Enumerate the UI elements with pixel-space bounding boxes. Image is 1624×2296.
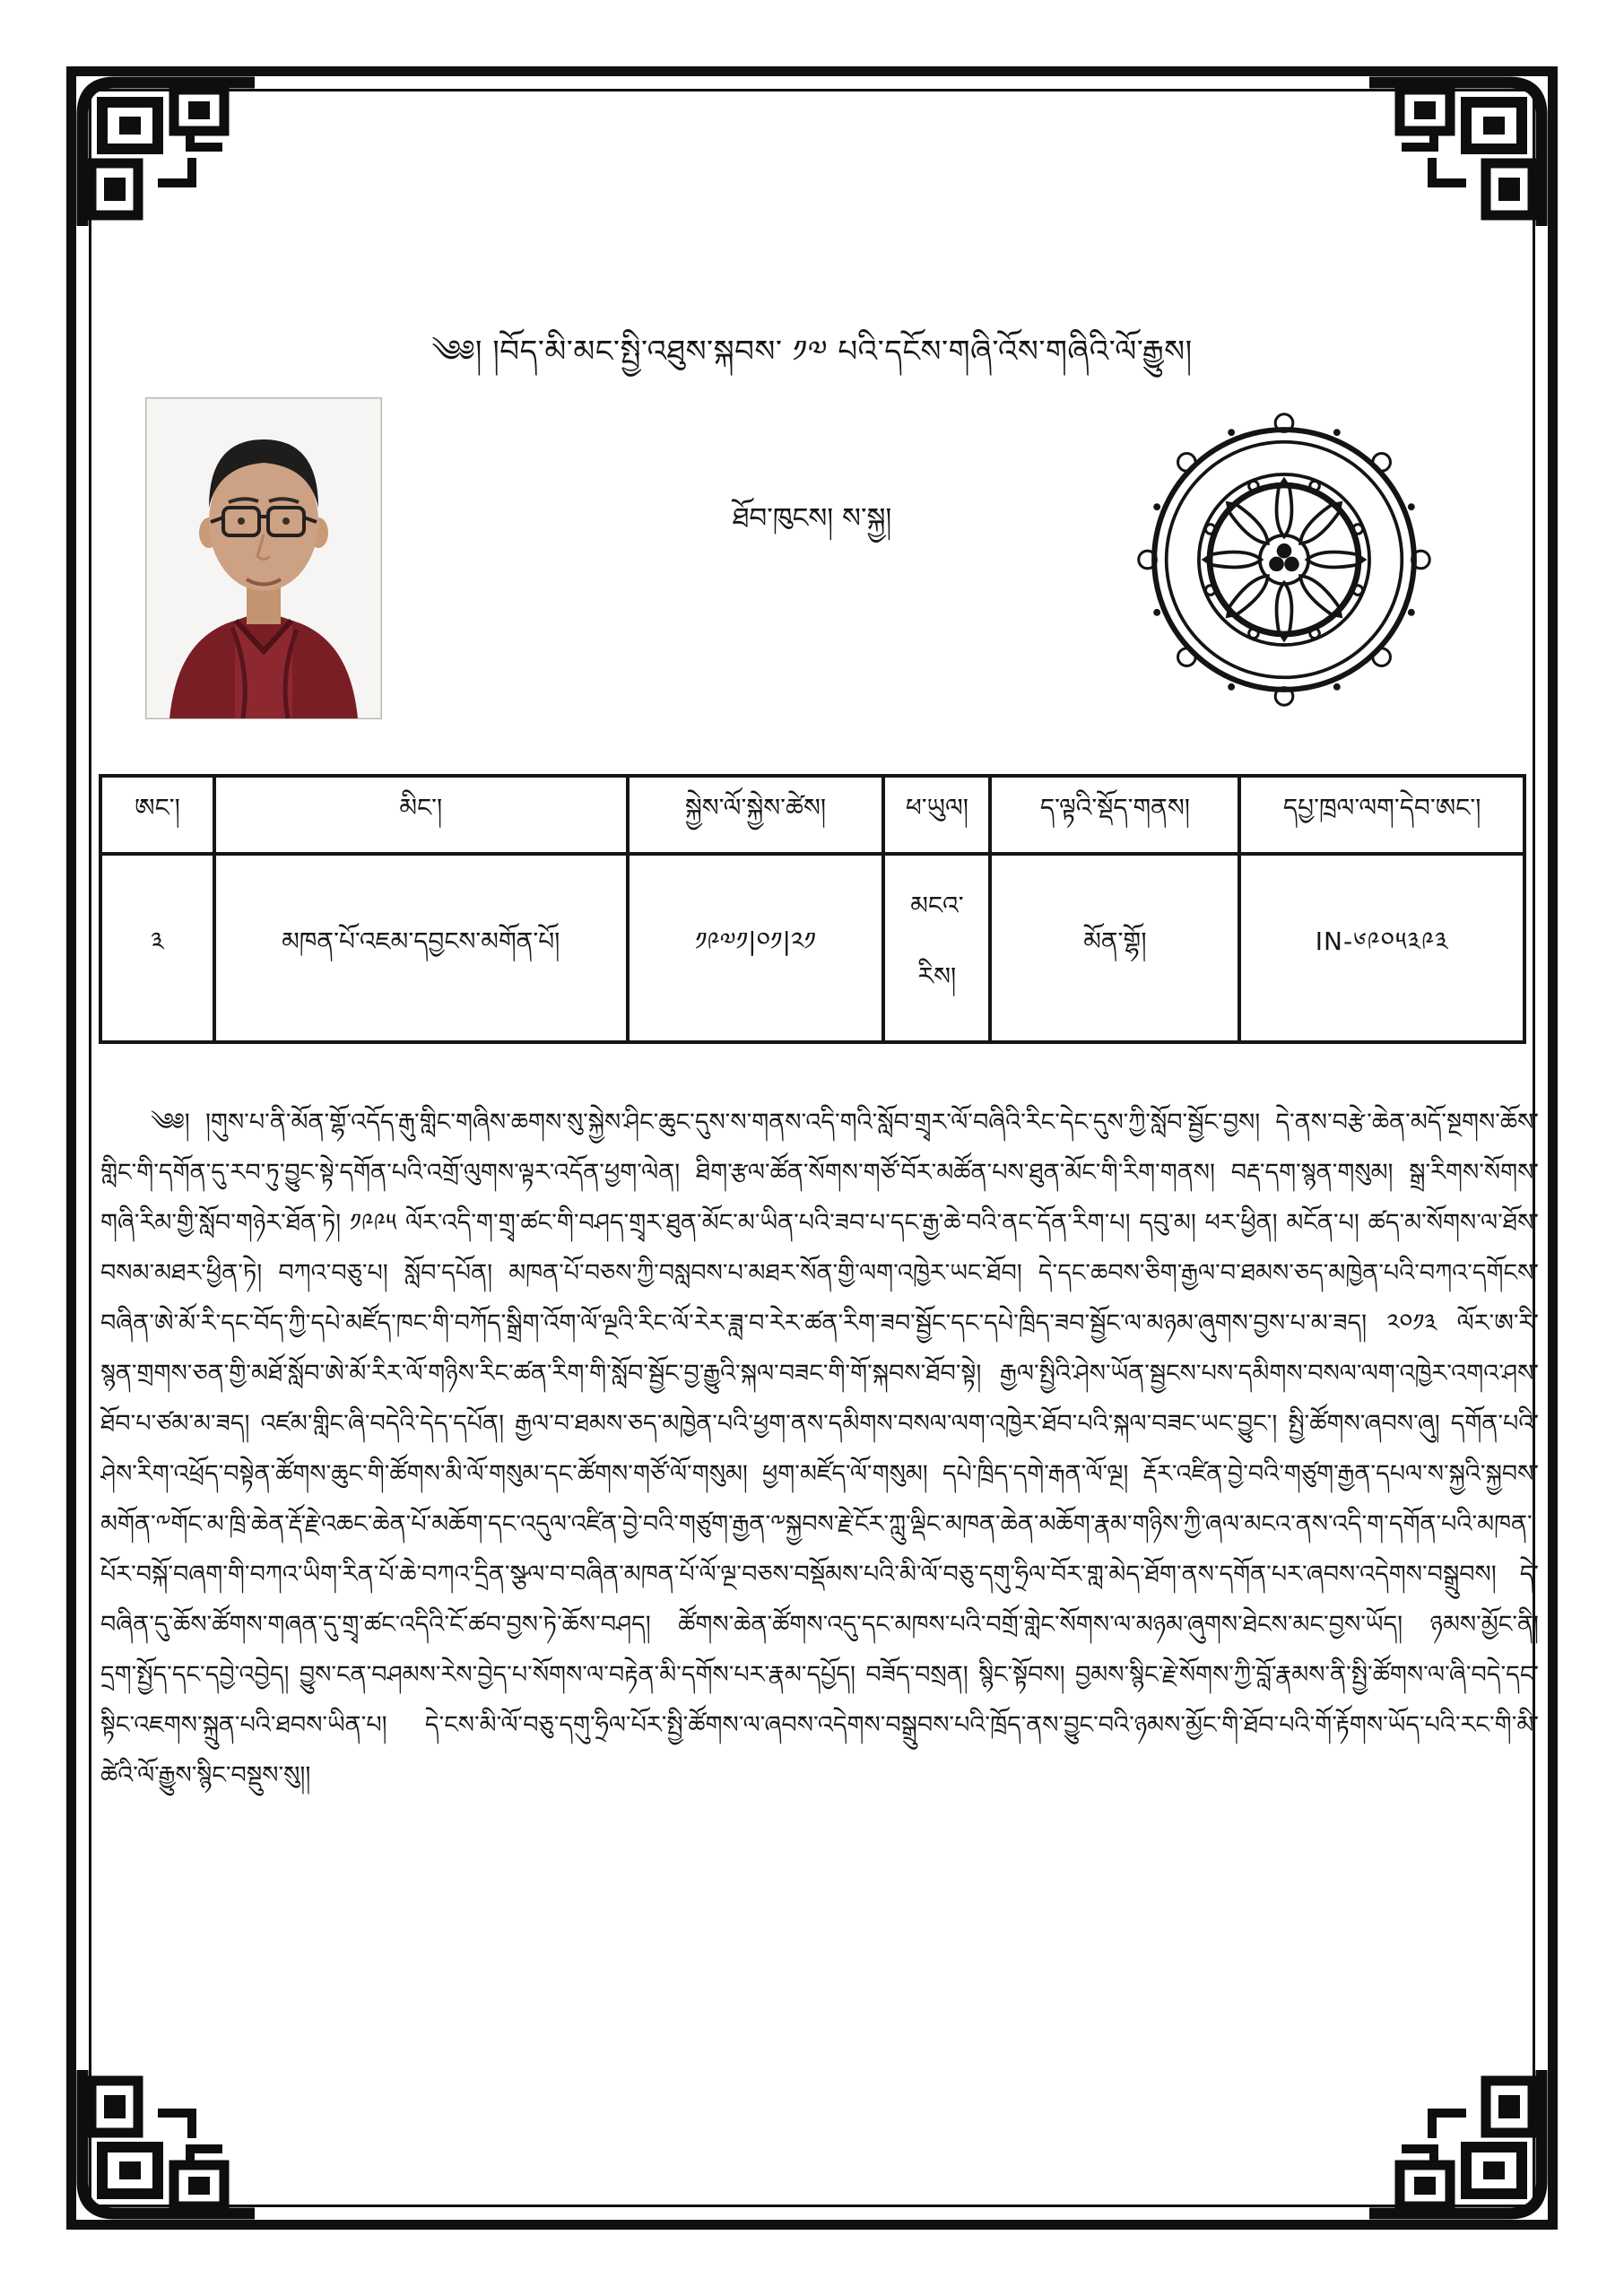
- cell-birthdate: ༡༩༧༡|༠༡|༢༡: [628, 854, 884, 1042]
- corner-fret-icon: [75, 2066, 259, 2221]
- biography-paragraph: ༄༅། །གུས་པ་ནི་མོན་གྷོ་འདོད་རྒུ་གླིང་གཞིས་ཆགས་སུ་སྐྱེས་ཤིང་ཆུང་དུས་ས་གནས་འདི་གའི་སློབ་གྲྭར་ལོ་བཞིའི་རིང་དེང་དུས་ཀྱི་སློབ་སྦྱོང་བྱས། དེ་ནས་བརྩེ་ཆེན་མདོ་སྔགས་ཆོས་གླིང་གི་དགོན་དུ་རབ་ཏུ་བྱུང་སྟེ་དགོན་པའི་འགྲོ་ལུགས་ལྟར་འདོན་ཕྱག་ལེན། ཐིག་རྩལ་ཚོན་སོགས་གཙོ་བོར་མཚོན་པས་ཐུན་མོང་གི་རིག་གནས། བརྡ་དག་སྙན་གསུམ། སྒྲ་རིགས་སོགས་གཞི་རིམ་གྱི་སློབ་གཉེར་ཐོན་ཏེ། ༡༩༩༥ ལོར་འདི་ག་གྲྭ་ཚང་གི་བཤད་གྲྭར་ཐུན་མོང་མ་ཡིན་པའི་ཟབ་པ་དང་རྒྱ་ཆེ་བའི་ནང་དོན་རིག་པ། དབུ་མ། ཕར་ཕྱིན། མངོན་པ། ཚད་མ་སོགས་ལ་ཐོས་བསམ་མཐར་ཕྱིན་ཏེ། བཀའ་བཅུ་པ། སློབ་དཔོན། མཁན་པོ་བཅས་ཀྱི་བསླབས་པ་མཐར་སོན་གྱི་ལག་འཁྱེར་ཡང་ཐོབ། དེ་དང་ཆབས་ཅིག་རྒྱལ་བ་ཐམས་ཅད་མཁྱེན་པའི་བཀའ་དགོངས་བཞིན་ཨེ་མོ་རི་དང་བོད་ཀྱི་དཔེ་མཛོད་ཁང་གི་བཀོད་སྒྲིག་འོག་ལོ་ལྔའི་རིང་ལོ་རེར་ཟླ་བ་རེར་ཚན་རིག་ཟབ་སྦྱོང་དང་དཔེ་ཁྲིད་ཟབ་སྦྱོང་ལ་མཉམ་ཞུགས་བྱས་པ་མ་ཟད། ༢༠༡༣ ལོར་ཨ་རི་སྙན་གྲགས་ཅན་གྱི་མཐོ་སློབ་ཨེ་མོ་རིར་ལོ་གཉིས་རིང་ཚན་རིག་གི་སློབ་སྦྱོང་བྱ་རྒྱུའི་སྐལ་བཟང་གི་གོ་སྐབས་ཐོབ་སྟེ། རྒྱལ་སྤྱིའི་ཤེས་ཡོན་སྦྱངས་པས་དམིགས་བསལ་ལག་འཁྱེར་འགའ་ཤས་ཐོབ་པ་ཙམ་མ་ཟད། འཛམ་གླིང་ཞི་བདེའི་དེད་དཔོན། རྒྱལ་བ་ཐམས་ཅད་མཁྱེན་པའི་ཕྱག་ནས་དམིགས་བསལ་ལག་འཁྱེར་ཐོབ་པའི་སྐལ་བཟང་ཡང་བྱུང་། སྤྱི་ཚོགས་ཞབས་ཞུ། དགོན་པའི་ཤེས་རིག་འཕྲོད་བསྟེན་ཚོགས་ཆུང་གི་ཚོགས་མི་ལོ་གསུམ་དང་ཚོགས་གཙོ་ལོ་གསུམ། ཕྱག་མཛོད་ལོ་གསུམ། དཔེ་ཁྲིད་དགེ་རྒན་ལོ་ལྔ། རྡོར་འཛིན་བྱེ་བའི་གཙུག་རྒྱན་དཔལ་ས་སྐྱའི་སྐྱབས་མགོན་༸གོང་མ་ཁྲི་ཆེན་རྡོ་རྗེ་འཆང་ཆེན་པོ་མཆོག་དང་འདུལ་འཛིན་བྱེ་བའི་གཙུག་རྒྱན་༸སྐྱབས་རྗེ་ངོར་ཀླུ་ལྡིང་མཁན་ཆེན་མཆོག་རྣམ་གཉིས་ཀྱི་ཞལ་མངའ་ནས་འདི་ག་དགོན་པའི་མཁན་པོར་བསྐོ་བཞག་གི་བཀའ་ཡིག་རིན་པོ་ཆེ་བཀའ་དྲིན་སྩལ་བ་བཞིན་མཁན་པོ་ལོ་ལྔ་བཅས་བསྡོམས་པའི་མི་ལོ་བཅུ་དགུ་ཧྲིལ་བོར་གླ་མེད་ཐོག་ནས་དགོན་པར་ཞབས་འདེགས་བསྒྲུབས། དེ་བཞིན་དུ་ཆོས་ཚོགས་གཞན་དུ་གྲྭ་ཚང་འདིའི་ངོ་ཚབ་བྱས་ཏེ་ཆོས་བཤད། ཚོགས་ཆེན་ཚོགས་འདུ་དང་མཁས་པའི་བགྲོ་གླེང་སོགས་ལ་མཉམ་ཞུགས་ཐེངས་མང་བྱས་ཡོད། ཉམས་མྱོང་ནི། དྲག་སྤྱོད་དང་དབྱེ་འབྱེད། བྱུས་ངན་བཤམས་རེས་བྱེད་པ་སོགས་ལ་བརྟེན་མི་དགོས་པར་རྣམ་དཔྱོད། བཟོད་བསྲན། སྙིང་སྟོབས། བྱམས་སྙིང་རྗེ་སོགས་ཀྱི་བློ་རྣམས་ནི་སྤྱི་ཚོགས་ལ་ཞི་བདེ་དང་སྟིང་འཇགས་སྐྲུན་པའི་ཐབས་ཡིན་པ། དེ་ངས་མི་ལོ་བཅུ་དགུ་ཧྲིལ་པོར་སྤྱི་ཚོགས་ལ་ཞབས་འདེགས་བསྒྲུབས་པའི་ཁྲོད་ནས་བྱུང་བའི་ཉམས་མྱོང་གི་ཐོབ་པའི་གོ་རྟོགས་ཡོད་པའི་རང་གི་མི་ཚེའི་ལོ་རྒྱུས་སྙིང་བསྡུས་སུ།།: [100, 1109, 1539, 1789]
- cell-name: མཁན་པོ་འཇམ་དབྱངས་མགོན་པོ།: [214, 854, 628, 1042]
- cell-serial-number: ༣: [100, 854, 214, 1042]
- column-header-greenbook-number: དཔྱ་ཁྲལ་ལག་དེབ་ཨང་།: [1239, 776, 1524, 854]
- candidate-photo: [146, 398, 381, 718]
- corner-fret-icon: [1365, 75, 1549, 230]
- cell-native-place: མངའ་རིས།: [883, 854, 990, 1042]
- corner-fret-icon: [1365, 2066, 1549, 2221]
- candidate-table: [99, 774, 1526, 1044]
- column-header-native-place: ཕ་ཡུལ།: [883, 776, 990, 854]
- dharma-wheel-icon: [1135, 411, 1433, 709]
- corner-fret-icon: [75, 75, 259, 230]
- column-header-name: མིང་།: [214, 776, 628, 854]
- constituency-label: ཐོབ་ཁུངས། ས་སྐྱ།: [732, 502, 892, 535]
- portrait-illustration: [146, 398, 381, 718]
- cell-residence: མོན་གྷོ།: [990, 854, 1239, 1042]
- table-row: [100, 854, 1524, 1042]
- document-title: ༄༅། །བོད་མི་མང་སྤྱི་འཐུས་སྐབས་ ༡༧ པའི་དངོས་གཞི་འོས་གཞིའི་ལོ་རྒྱུས།: [431, 334, 1193, 370]
- table-header-row: [100, 776, 1524, 854]
- column-header-residence: ད་ལྟའི་སྡོད་གནས།: [990, 776, 1239, 854]
- column-header-number: ཨང་།: [100, 776, 214, 854]
- cell-greenbook-number: IN-༦༩༠༥༣༩༣: [1239, 854, 1524, 1042]
- column-header-birthdate: སྐྱེས་ལོ་སྐྱེས་ཚེས།: [628, 776, 884, 854]
